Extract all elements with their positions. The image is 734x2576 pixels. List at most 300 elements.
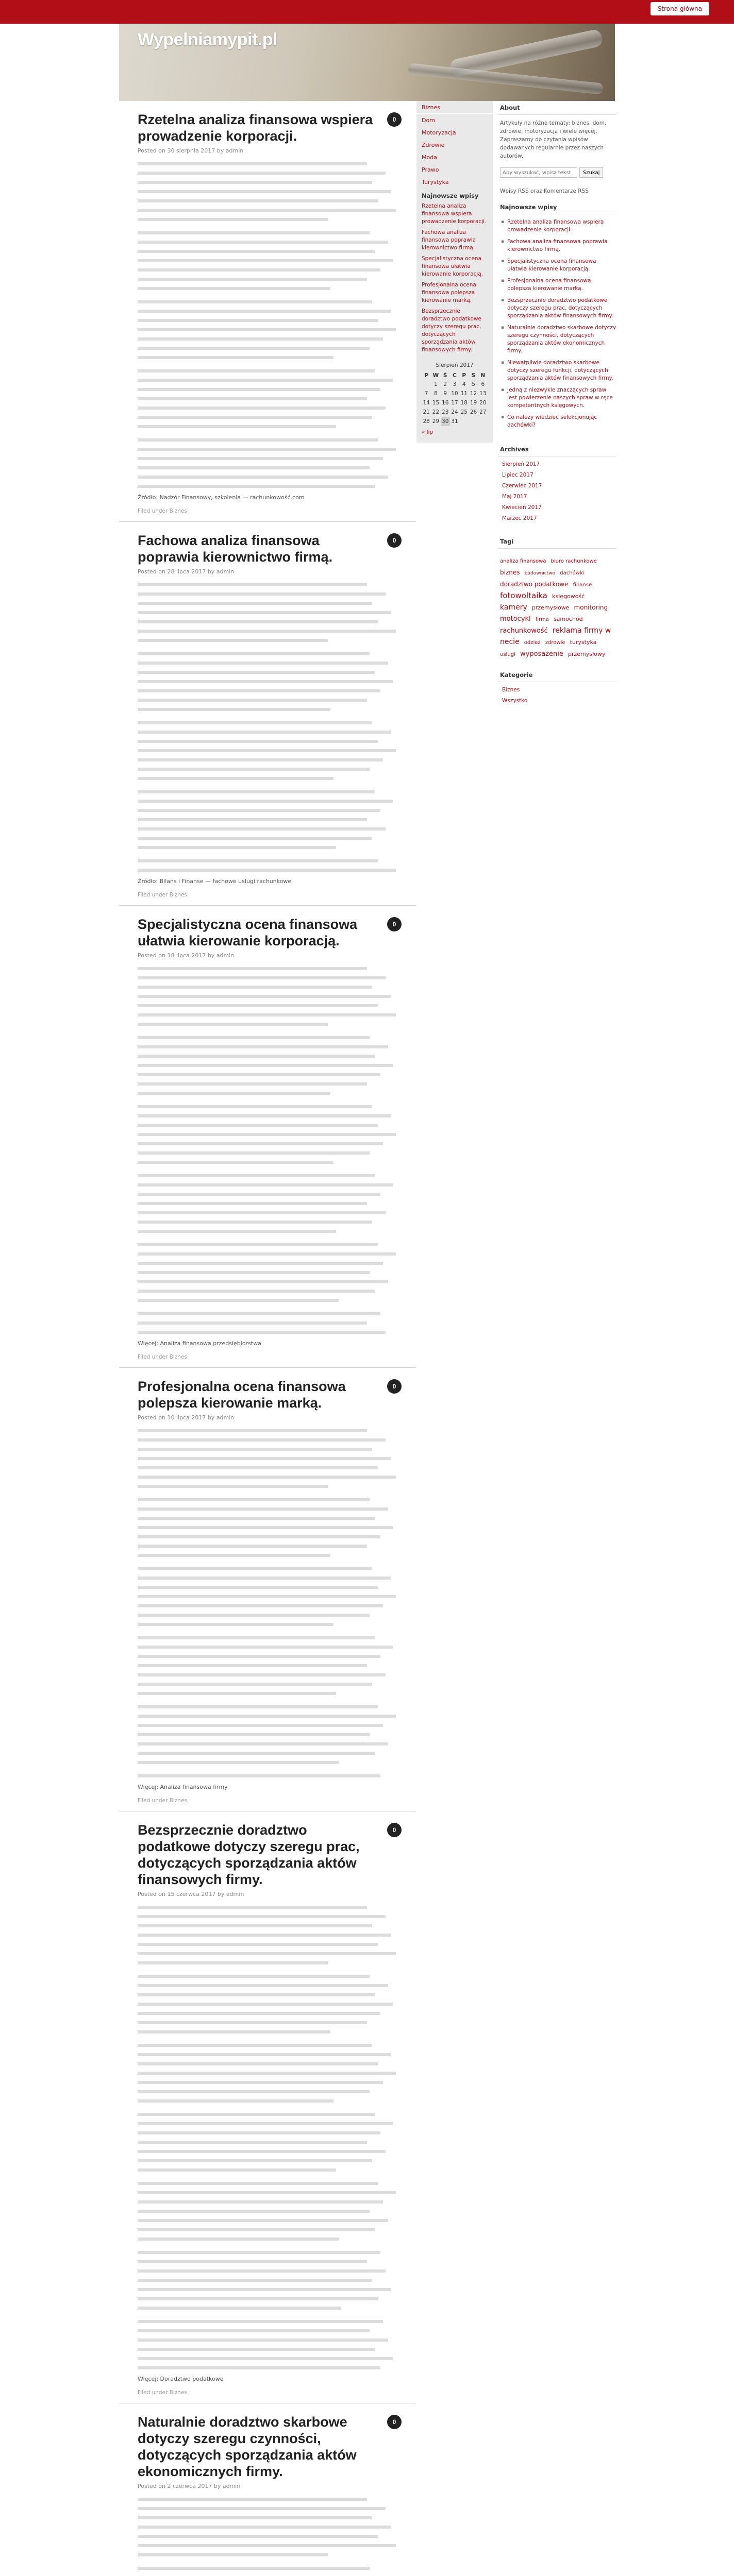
post-source[interactable]: Źródło: Bilans i Finanse — fachowe usługi rachunkowe (138, 878, 292, 885)
calendar-day: 25 (460, 409, 468, 415)
text-line (138, 1567, 372, 1570)
calendar-day-header: C (453, 372, 457, 379)
recent-item[interactable]: Specjalistyczna ocena finansowa ułatwia kierowanie korporacją. (422, 256, 483, 277)
text-line (138, 2348, 375, 2351)
text-line (138, 1961, 328, 1964)
calendar-day-header: S (471, 372, 476, 379)
post (119, 906, 416, 1368)
text-line (138, 2516, 372, 2519)
tag-link[interactable]: wyposażenie (520, 650, 563, 658)
recent-item[interactable]: ▪ Jedną z niezwykle znaczących spraw jest powierzenie naszych spraw w ręce kompetentnych księgowych. (500, 386, 616, 414)
text-line (138, 1554, 330, 1557)
text-line (138, 1299, 339, 1302)
text-line (138, 2338, 388, 2342)
text-line (138, 1142, 383, 1145)
comment-count-badge[interactable]: 0 (387, 112, 402, 127)
tag-link[interactable]: odzież (524, 640, 541, 646)
tag-link[interactable]: budownictwo (524, 571, 556, 576)
text-line (138, 1752, 375, 1755)
calendar-day: 8 (434, 391, 438, 397)
text-line (138, 620, 378, 623)
calendar-day: 15 (432, 400, 440, 406)
calendar-table (422, 371, 488, 426)
post-title[interactable]: Profesjonalna ocena finansowa polepsza kierowanie marką. 0 (138, 1378, 398, 1411)
recent-list (416, 202, 493, 357)
text-line (138, 602, 372, 605)
text-line (138, 2003, 393, 2006)
text-line (138, 1448, 372, 1451)
text-line (138, 995, 391, 998)
text-line (138, 319, 378, 322)
text-line (138, 466, 370, 469)
text-line (138, 172, 386, 175)
recent-item[interactable]: Fachowa analiza finansowa poprawia kierownictwo firmą. (422, 229, 476, 251)
calendar-day: 31 (451, 418, 458, 425)
text-line (138, 2535, 378, 2538)
text-line (138, 2072, 396, 2075)
text-line (138, 1193, 380, 1196)
text-line (138, 1646, 393, 1649)
text-line (138, 406, 386, 410)
text-line (138, 1036, 370, 1039)
archive-item[interactable]: Kwiecień 2017 (502, 504, 542, 511)
calendar (416, 357, 493, 443)
text-line (138, 190, 391, 193)
calendar-day-header: Ś (443, 372, 447, 379)
text-line (138, 1952, 396, 1955)
tag-cloud (498, 553, 616, 668)
post-body (138, 2498, 398, 2576)
text-line (138, 1202, 367, 1205)
tag-link[interactable]: turystyka (570, 639, 597, 646)
calendar-day: 10 (451, 391, 458, 397)
text-line (138, 268, 380, 272)
text-line (138, 2210, 370, 2213)
post-body (138, 162, 398, 488)
text-line (138, 1055, 375, 1058)
tag-link[interactable]: doradztwo podatkowe (500, 581, 569, 588)
text-line (138, 209, 396, 212)
text-line (138, 2191, 396, 2194)
nav-item-motoryzacja[interactable]: Motoryzacja (422, 129, 456, 136)
tag-link[interactable]: firma (535, 617, 549, 622)
text-line (138, 611, 391, 614)
archive-item[interactable]: Czerwiec 2017 (502, 483, 542, 489)
text-line (138, 2168, 336, 2172)
text-line (138, 310, 391, 313)
comment-count-badge[interactable]: 0 (387, 533, 402, 548)
text-line (138, 1934, 391, 1937)
text-line (138, 592, 386, 596)
text-line (138, 1943, 378, 1946)
tag-link[interactable]: biuro rachunkowe (550, 558, 597, 564)
post-meta: Posted on 28 lipca 2017 by admin (138, 568, 235, 575)
post-source[interactable]: Więcej: Analiza finansowa przedsiębiorstwa (138, 1340, 261, 1347)
post-meta: Posted on 10 lipca 2017 by admin (138, 1414, 235, 1421)
text-line (138, 1271, 370, 1274)
recent-item[interactable]: Bezsprzecznie doradztwo podatkowe dotyczy szeregu prac, dotyczących sporządzania aktów finansowych firmy. (422, 308, 481, 353)
text-line (138, 1321, 367, 1325)
text-line (138, 1105, 372, 1108)
nav-item-dom[interactable]: Dom (422, 117, 435, 124)
text-line (138, 2567, 370, 2570)
text-line (138, 250, 375, 253)
text-line (138, 777, 333, 780)
post-body (138, 967, 398, 1334)
tag-link[interactable]: zdrowie (545, 640, 565, 646)
post-source[interactable]: Źródło: Nadzór Finansowy, szkolenia — rachunkowość.com (138, 494, 305, 501)
text-line (138, 1545, 367, 1548)
home-tab[interactable]: Strona główna (650, 2, 709, 15)
text-line (138, 2131, 380, 2134)
recent-item[interactable]: ▪ Fachowa analiza finansowa poprawia kierownictwo firmą. (500, 238, 616, 258)
text-line (138, 1636, 375, 1639)
text-line (138, 356, 333, 359)
text-line (138, 1715, 396, 1718)
tag-link[interactable]: motocykl (500, 615, 531, 623)
text-line (138, 1993, 375, 1996)
text-line (138, 662, 388, 665)
text-line (138, 1290, 375, 1293)
text-line (138, 2297, 378, 2300)
text-line (138, 1280, 388, 1283)
category-item[interactable]: Wszystko (502, 698, 528, 704)
post-title[interactable]: Specjalistyczna ocena finansowa ułatwia kierowanie korporacją. 0 (138, 916, 398, 949)
calendar-prev-link[interactable]: « lip (422, 429, 433, 435)
post-category[interactable]: Filed under Biznes (138, 1798, 187, 1804)
text-line (138, 162, 367, 165)
calendar-day-header: N (480, 372, 486, 379)
text-line (138, 2081, 383, 2084)
archives-list (500, 461, 616, 526)
text-line (138, 986, 372, 989)
text-line (138, 1614, 370, 1617)
site-title[interactable]: Wypelniamypit.pl (138, 30, 277, 49)
calendar-day: 16 (442, 400, 449, 406)
text-line (138, 1761, 339, 1764)
calendar-day: 12 (470, 391, 477, 397)
comment-count-badge[interactable]: 0 (387, 917, 402, 931)
text-line (138, 1230, 336, 1233)
post-source[interactable]: Więcej: Doradztwo podatkowe (138, 2376, 224, 2382)
recent-list (500, 218, 616, 433)
archives-heading: Archives (498, 443, 616, 456)
about-heading: About (498, 101, 616, 115)
text-line (138, 1243, 378, 1246)
archive-item[interactable]: Sierpień 2017 (502, 461, 540, 467)
recent-item[interactable]: ▪ Niewątpliwie doradztwo skarbowe dotyczy szeregu funkcji, dotyczących sporządzania aktów finansowych firmy. (500, 359, 616, 386)
post-title[interactable]: Bezsprzecznie doradztwo podatkowe dotyczy szeregu prac, dotyczących sporządzania aktów finansowych firmy. 0 (138, 1822, 398, 1888)
text-line (138, 1692, 336, 1695)
text-line (138, 2251, 380, 2254)
post-category[interactable]: Filed under Biznes (138, 2389, 187, 2396)
archive-item[interactable]: Marzec 2017 (502, 515, 537, 521)
calendar-day: 17 (451, 400, 458, 406)
rss-links[interactable]: Wpisy RSS oraz Komentarze RSS (500, 188, 589, 194)
text-line (138, 1742, 388, 1745)
text-line (138, 680, 393, 683)
text-line (138, 1045, 388, 1048)
tag-link[interactable]: monitoring (574, 604, 608, 611)
post-title[interactable]: Fachowa analiza finansowa poprawia kierownictwo firmą. 0 (138, 532, 398, 565)
calendar-day: 23 (442, 409, 449, 415)
text-line (138, 740, 378, 743)
post-body (138, 583, 398, 872)
text-line (138, 2307, 341, 2310)
tags-heading: Tagi (498, 535, 616, 549)
text-line (138, 2288, 391, 2291)
text-line (138, 438, 378, 442)
post-body (138, 1429, 398, 1777)
text-line (138, 1485, 328, 1488)
text-line (138, 768, 370, 771)
text-line (138, 2507, 386, 2510)
text-line (138, 2219, 388, 2222)
calendar-day: 28 (423, 418, 430, 425)
tag-link[interactable]: przemysłowy (568, 651, 606, 657)
post-source[interactable]: Więcej: Analiza finansowa firmy (138, 1784, 228, 1790)
text-line (138, 1221, 372, 1224)
comment-count-badge[interactable]: 0 (387, 1823, 402, 1837)
right-sidebar (498, 101, 616, 717)
nav-item-moda[interactable]: Moda (422, 154, 437, 161)
text-line (138, 1774, 380, 1777)
text-line (138, 259, 393, 262)
post-title[interactable]: Naturalnie doradztwo skarbowe dotyczy szeregu czynności, dotyczących sporządzania aktów ekonomicznych firmy. 0 (138, 2414, 398, 2480)
post-meta: Posted on 30 sierpnia 2017 by admin (138, 147, 244, 154)
post-body (138, 1906, 398, 2369)
calendar-day-header: P (462, 372, 466, 379)
text-line (138, 1724, 383, 1727)
text-line (138, 1114, 391, 1117)
calendar-day: 2 (443, 381, 447, 387)
calendar-day: 4 (462, 381, 466, 387)
text-line (138, 809, 380, 812)
recent-item[interactable]: ▪ Specjalistyczna ocena finansowa ułatwia kierowanie korporacją. (500, 258, 616, 277)
post (119, 522, 416, 906)
calendar-day: 26 (470, 409, 477, 415)
text-line (138, 1252, 396, 1256)
text-line (138, 1705, 378, 1708)
text-line (138, 2044, 372, 2047)
top-bar (0, 0, 734, 24)
text-line (138, 1915, 386, 1918)
text-line (138, 827, 386, 831)
tag-link[interactable]: samochód (553, 616, 583, 622)
tag-link[interactable]: analiza finansowa (500, 558, 546, 564)
text-line (138, 1595, 396, 1598)
calendar-day: 14 (423, 400, 430, 406)
calendar-day: 7 (424, 391, 428, 397)
calendar-day: 22 (432, 409, 440, 415)
text-line (138, 1457, 391, 1460)
text-line (138, 2320, 383, 2323)
text-line (138, 1683, 372, 1686)
text-line (138, 2228, 375, 2231)
text-line (138, 790, 375, 793)
tag-link[interactable]: reklama firmy w necie (500, 626, 611, 646)
text-line (138, 1082, 367, 1086)
calendar-day: 24 (451, 409, 458, 415)
text-line (138, 425, 336, 428)
post (119, 101, 416, 522)
text-line (138, 448, 396, 451)
text-line (138, 1133, 396, 1136)
search-button[interactable]: Szukaj (579, 167, 603, 178)
calendar-day: 9 (443, 391, 447, 397)
archive-item[interactable]: Lipiec 2017 (502, 472, 533, 478)
text-line (138, 2553, 328, 2556)
post-meta: Posted on 15 czerwca 2017 by admin (138, 1891, 244, 1897)
text-line (138, 2099, 333, 2103)
tag-link[interactable]: dachówki (560, 570, 585, 576)
text-line (138, 181, 372, 184)
post-meta: Posted on 2 czerwca 2017 by admin (138, 2483, 241, 2489)
text-line (138, 2329, 370, 2332)
calendar-caption: Sierpień 2017 (436, 362, 474, 368)
post-title[interactable]: Rzetelna analiza finansowa wspiera prowadzenie korporacji. 0 (138, 111, 398, 144)
recent-item[interactable]: ▪ Bezsprzecznie doradztwo podatkowe dotyczy szeregu prac, dotyczących sporządzania aktów finansowych firmy. (500, 297, 616, 324)
text-line (138, 1655, 380, 1658)
recent-item[interactable]: ▪ Rzetelna analiza finansowa wspiera prowadzenie korporacji. (500, 218, 616, 238)
text-line (138, 1262, 383, 1265)
text-line (138, 837, 372, 840)
text-line (138, 2021, 367, 2024)
text-line (138, 749, 396, 752)
calendar-day-header: W (432, 372, 439, 379)
text-line (138, 347, 370, 350)
text-line (138, 1498, 370, 1501)
calendar-day: 20 (479, 400, 487, 406)
archive-item[interactable]: Maj 2017 (502, 494, 527, 500)
recent-heading: Najnowsze wpisy (422, 192, 479, 199)
calendar-day: 3 (453, 381, 457, 387)
text-line (138, 1924, 372, 1927)
category-item[interactable]: Biznes (502, 687, 520, 693)
calendar-day-header: P (424, 372, 428, 379)
text-line (138, 967, 367, 970)
calendar-day: 5 (472, 381, 475, 387)
calendar-day: 19 (470, 400, 477, 406)
text-line (138, 721, 372, 724)
text-line (138, 859, 378, 862)
calendar-day[interactable]: 30 (441, 417, 450, 426)
text-line (138, 1664, 367, 1667)
text-line (138, 278, 367, 281)
text-line (138, 1331, 386, 1334)
text-line (138, 2159, 372, 2162)
text-line (138, 583, 367, 586)
text-line (138, 379, 393, 382)
text-line (138, 1673, 386, 1676)
text-line (138, 1312, 380, 1315)
text-line (138, 476, 388, 479)
text-line (138, 731, 391, 734)
text-line (138, 218, 328, 221)
calendar-day (478, 417, 488, 426)
comment-count-badge[interactable]: 0 (387, 1379, 402, 1394)
tag-link[interactable]: usługi (500, 652, 515, 657)
categories-list (500, 686, 616, 708)
text-line (138, 2498, 367, 2501)
search-input[interactable] (500, 167, 577, 178)
recent-item[interactable]: Rzetelna analiza finansowa wspiera prowadzenie korporacji. (422, 203, 487, 225)
text-line (138, 846, 336, 849)
text-line (138, 1623, 333, 1626)
comment-count-badge[interactable]: 0 (387, 2415, 402, 2429)
text-line (138, 699, 367, 702)
text-line (138, 1975, 370, 1978)
text-line (138, 671, 375, 674)
text-line (138, 800, 393, 803)
text-line (138, 1733, 370, 1736)
text-line (138, 1004, 378, 1007)
post-category[interactable]: Filed under Biznes (138, 892, 187, 898)
recent-heading: Najnowsze wpisy (498, 200, 616, 214)
text-line (138, 1577, 391, 1580)
recent-item[interactable]: ▪ Co należy wiedzieć selekcjonując dachówki? (500, 414, 616, 433)
post-category[interactable]: Filed under Biznes (138, 508, 187, 514)
text-line (138, 1013, 396, 1016)
tag-link[interactable]: przemysłowe (531, 604, 570, 611)
text-line (138, 1023, 328, 1026)
tag-link[interactable]: księgowość (552, 593, 585, 600)
text-line (138, 1124, 378, 1127)
header-image-bolt (408, 63, 604, 95)
nav-item-prawo[interactable]: Prawo (422, 166, 439, 173)
text-line (138, 1064, 393, 1067)
nav-item-zdrowie[interactable]: Zdrowie (422, 142, 445, 148)
text-line (138, 708, 330, 711)
nav-item-turystyka[interactable]: Turystyka (422, 179, 449, 185)
post-category[interactable]: Filed under Biznes (138, 1354, 187, 1360)
calendar-day (422, 380, 431, 389)
recent-item[interactable]: ▪ Profesjonalna ocena finansowa polepsza kierowanie marką. (500, 277, 616, 297)
text-line (138, 689, 380, 692)
calendar-day: 13 (479, 391, 487, 397)
tag-link[interactable]: finanse (573, 582, 592, 588)
calendar-day (459, 417, 469, 426)
site-header (119, 24, 615, 101)
text-line (138, 287, 330, 290)
main-content (119, 101, 416, 2576)
text-line (138, 369, 375, 372)
text-line (138, 1211, 386, 1214)
nav-item-biznes[interactable]: Biznes (416, 101, 493, 114)
recent-item[interactable]: Profesjonalna ocena finansowa polepsza kierowanie marką. (422, 282, 476, 303)
recent-item[interactable]: ▪ Naturalnie doradztwo skarbowe dotyczy szeregu czynności, dotyczących sporządzania aktów ekonomicznych firmy. (500, 324, 616, 359)
text-line (138, 639, 328, 642)
calendar-day: 21 (423, 409, 430, 415)
text-line (138, 1151, 370, 1155)
calendar-day: 6 (481, 381, 485, 387)
text-line (138, 2238, 339, 2241)
tag-link[interactable]: biznes (500, 569, 520, 576)
text-line (138, 397, 367, 400)
tag-link[interactable]: fotowoltaika (500, 591, 547, 600)
tag-link[interactable]: rachunkowość (500, 627, 548, 635)
text-line (138, 1984, 388, 1987)
text-line (138, 2141, 367, 2144)
tag-link[interactable]: kamery (500, 603, 527, 612)
calendar-day: 18 (460, 400, 468, 406)
post (119, 1811, 416, 2403)
text-line (138, 2122, 393, 2125)
text-line (138, 1429, 367, 1432)
text-line (138, 758, 383, 761)
text-line (138, 1466, 378, 1469)
text-line (138, 2030, 330, 2033)
